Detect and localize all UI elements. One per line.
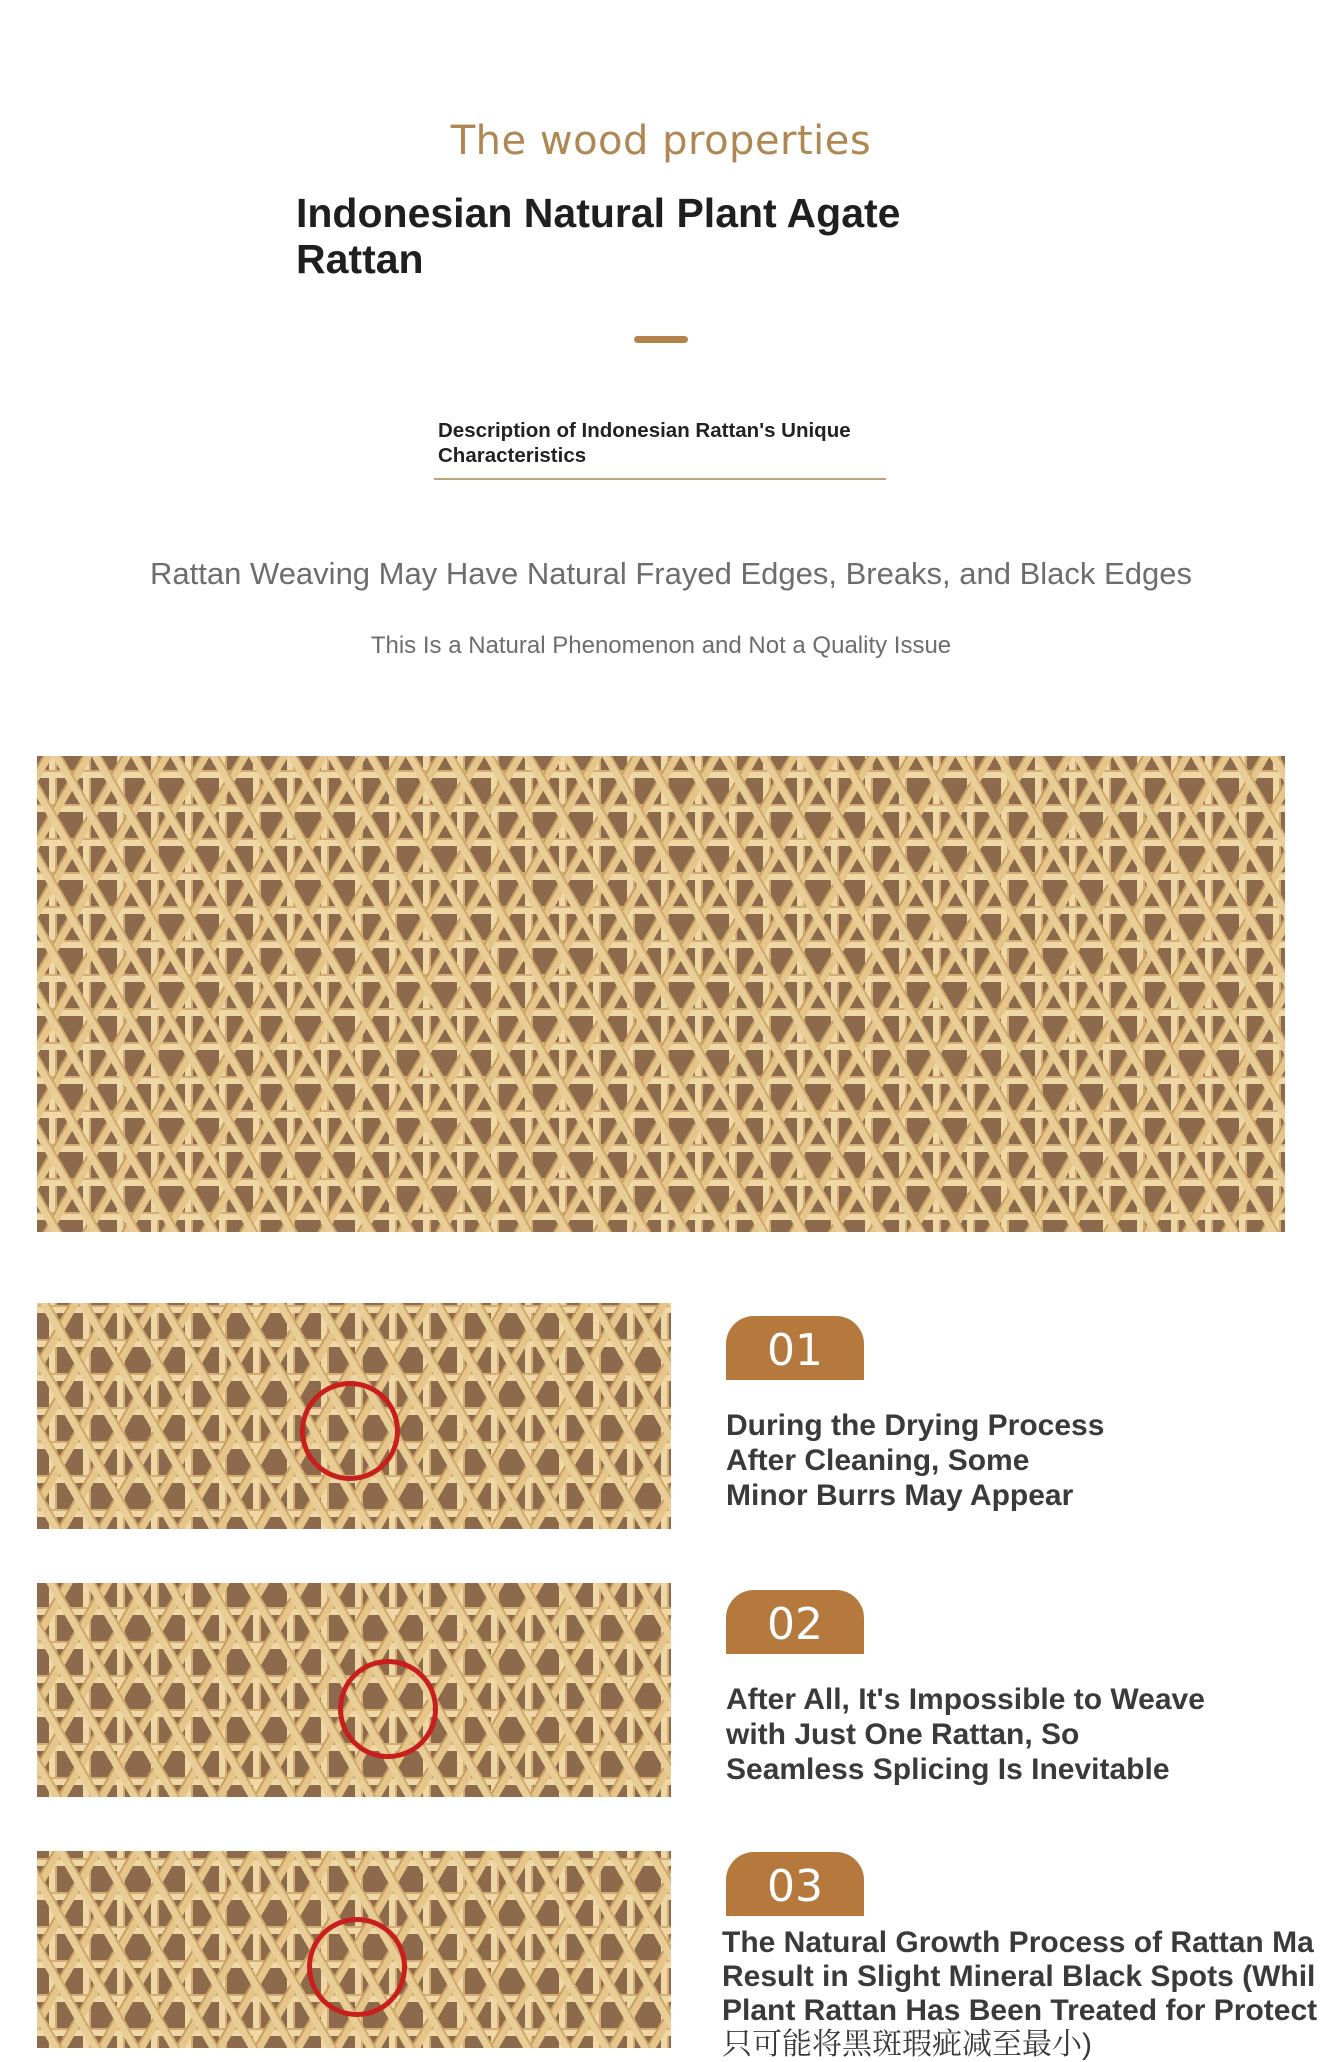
step-3-text [722,1926,1322,2062]
note-headline: Rattan Weaving May Have Natural Frayed Edges, Breaks, and Black Edges [150,556,1192,591]
step-2-badge: 02 [726,1590,864,1654]
step-1-photo [37,1303,671,1529]
step-3-line: The Natural Growth Process of Rattan Ma [722,1926,1314,1959]
title-divider [634,336,688,343]
step-1-badge: 01 [726,1316,864,1380]
subtitle-underline [434,478,886,480]
step-3-line: Plant Rattan Has Been Treated for Protect [722,1994,1318,2027]
step-2-text: After All, It's Impossible to Weave with Just One Rattan, So Seamless Splicing Is Inevitable [726,1683,1205,1786]
section-subtitle: Description of Indonesian Rattan's Unique Characteristics [438,419,851,467]
defect-highlight-circle [338,1659,438,1759]
defect-highlight-circle [300,1381,400,1481]
rattan-weave-photo [37,756,1285,1232]
step-3-line: Result in Slight Mineral Black Spots (Whil [722,1960,1316,1993]
step-1-text: During the Drying Process After Cleaning, Some Minor Burrs May Appear [726,1409,1105,1512]
page-title: Indonesian Natural Plant Agate Rattan [296,190,901,282]
step-3-photo [37,1851,671,2048]
note-subline: This Is a Natural Phenomenon and Not a Quality Issue [370,632,952,659]
section-kicker: The wood properties [450,118,872,164]
step-3-badge: 03 [726,1852,864,1916]
defect-highlight-circle [307,1917,407,2017]
step-2-photo [37,1583,671,1797]
step-3-line: 只可能将黑斑瑕疵减至最小) [722,2028,1092,2061]
